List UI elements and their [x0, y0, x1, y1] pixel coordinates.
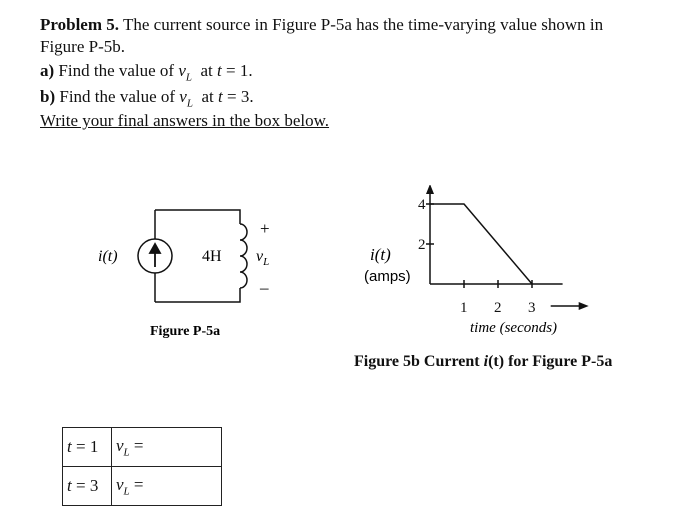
circuit-wire-bottom [155, 288, 240, 302]
chart-x-tick-label-3: 3 [528, 300, 536, 316]
chart-ylabel-func: i(t) [370, 245, 391, 264]
problem-statement-line-1 [40, 14, 603, 36]
current-chart [350, 185, 650, 350]
part-b-value: = 3. [226, 87, 254, 106]
chart-time-arrow-head [579, 302, 589, 310]
inductor-coil [240, 224, 247, 288]
answer-box [62, 427, 222, 506]
answer-row-t1-time: t = 1 [63, 428, 112, 467]
circuit-wire-top [155, 210, 240, 224]
minus-sign: – [260, 278, 269, 297]
chart-x-tick-label-2: 2 [494, 300, 502, 316]
problem-statement-continued: Figure P-5b. [40, 37, 125, 56]
answer-row-t1-value-field[interactable]: $v_L$ = [112, 428, 222, 467]
chart-caption-prefix: Figure 5b Current [354, 353, 484, 370]
circuit-figure [90, 190, 310, 350]
chart-caption [354, 351, 612, 373]
current-source-label: i(t) [98, 248, 118, 265]
problem-label: Problem 5. [40, 15, 120, 34]
part-a-label: a) [40, 61, 55, 80]
chart-y-tick-label-2: 2 [418, 237, 426, 253]
answer-row-t3 [63, 467, 222, 506]
figure-a-caption: Figure P-5a [150, 324, 221, 339]
answer-row-t3-time: t = 3 [63, 467, 112, 506]
current-source-arrow [150, 244, 160, 267]
instruction: Write your final answers in the box below. [40, 111, 330, 130]
plus-sign: + [260, 219, 270, 238]
chart-xlabel: time (seconds) [470, 320, 558, 336]
problem-statement: The current source in Figure P-5a has the time-varying value shown in [122, 15, 604, 34]
part-a-value: = 1. [226, 61, 253, 80]
part-b-label: b) [40, 87, 56, 106]
answer-row-t1 [63, 428, 222, 467]
part-b-v: v [179, 87, 187, 106]
part-b-text: Find the value of [59, 87, 176, 106]
chart-caption-suffix: for Figure P-5a [504, 353, 613, 370]
chart-y-axis-arrow [426, 185, 434, 194]
chart-x-tick-label-1: 1 [460, 300, 468, 316]
part-a-at: at [200, 61, 213, 80]
voltage-label: $v_L$ [256, 248, 270, 268]
chart-y-tick-label-4: 4 [418, 197, 426, 213]
part-b-t: t [218, 87, 223, 106]
problem-statement-line-2 [40, 36, 125, 58]
part-a-v: v [178, 61, 186, 80]
part-b-at: at [201, 87, 214, 106]
part-a-text: Find the value of [58, 61, 175, 80]
part-b-v-sub: L [186, 97, 193, 110]
part-a [40, 60, 253, 88]
chart-caption-paren: (t) [488, 353, 505, 370]
part-a-v-sub: L [185, 71, 193, 84]
chart-ylabel-unit: (amps) [364, 268, 411, 285]
inductor-label: 4H [202, 248, 222, 265]
chart-series-line [430, 204, 532, 284]
chart-caption-func: i [483, 353, 489, 370]
answer-row-t3-value-field[interactable]: $v_L$ = [112, 467, 222, 506]
part-a-t: t [217, 61, 222, 80]
